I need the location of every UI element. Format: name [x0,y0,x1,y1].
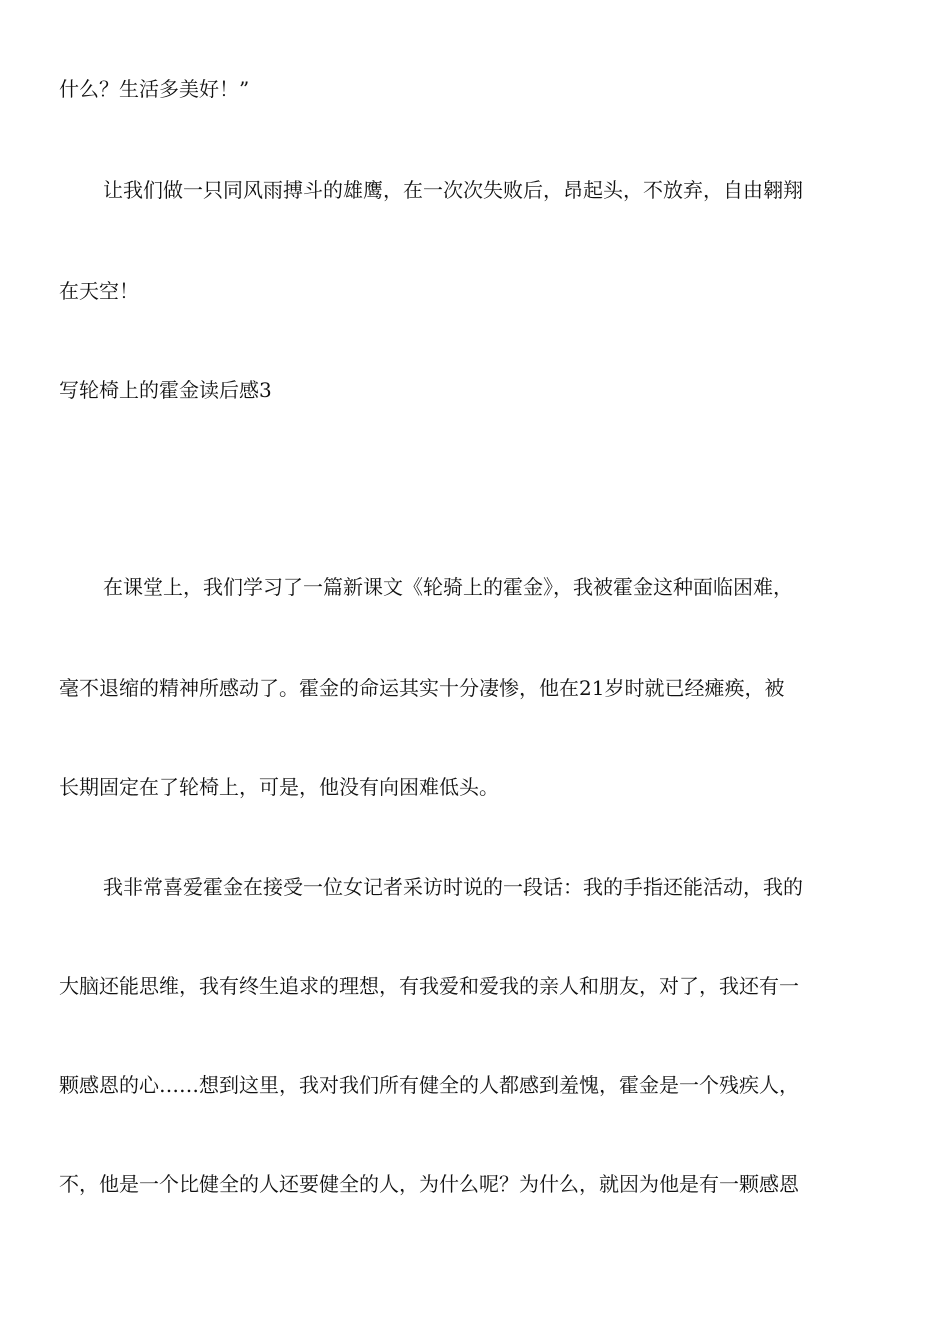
section-heading: 写轮椅上的霍金读后感3 [59,378,272,402]
text-line-2: 让我们做一只同风雨搏斗的雄鹰，在一次次失败后，昂起头，不放弃，自由翱翔 [103,178,803,202]
text-line-9: 大脑还能思维，我有终生追求的理想，有我爱和爱我的亲人和朋友，对了，我还有一 [59,974,799,998]
text-line-1: 什么？生活多美好！” [59,77,250,101]
text-line-10: 颗感恩的心……想到这里，我对我们所有健全的人都感到羞愧，霍金是一个残疾人， [59,1073,799,1097]
text-line-11: 不，他是一个比健全的人还要健全的人，为什么呢？为什么，就因为他是有一颗感恩 [59,1172,799,1196]
text-line-6: 毫不退缩的精神所感动了。霍金的命运其实十分凄惨，他在21岁时就已经瘫痪，被 [59,676,785,700]
text-line-7: 长期固定在了轮椅上，可是，他没有向困难低头。 [59,775,499,799]
text-line-3: 在天空！ [59,279,139,303]
text-line-8: 我非常喜爱霍金在接受一位女记者采访时说的一段话：我的手指还能活动，我的 [103,875,803,899]
text-line-5: 在课堂上，我们学习了一篇新课文《轮骑上的霍金》，我被霍金这种面临困难， [103,575,793,599]
